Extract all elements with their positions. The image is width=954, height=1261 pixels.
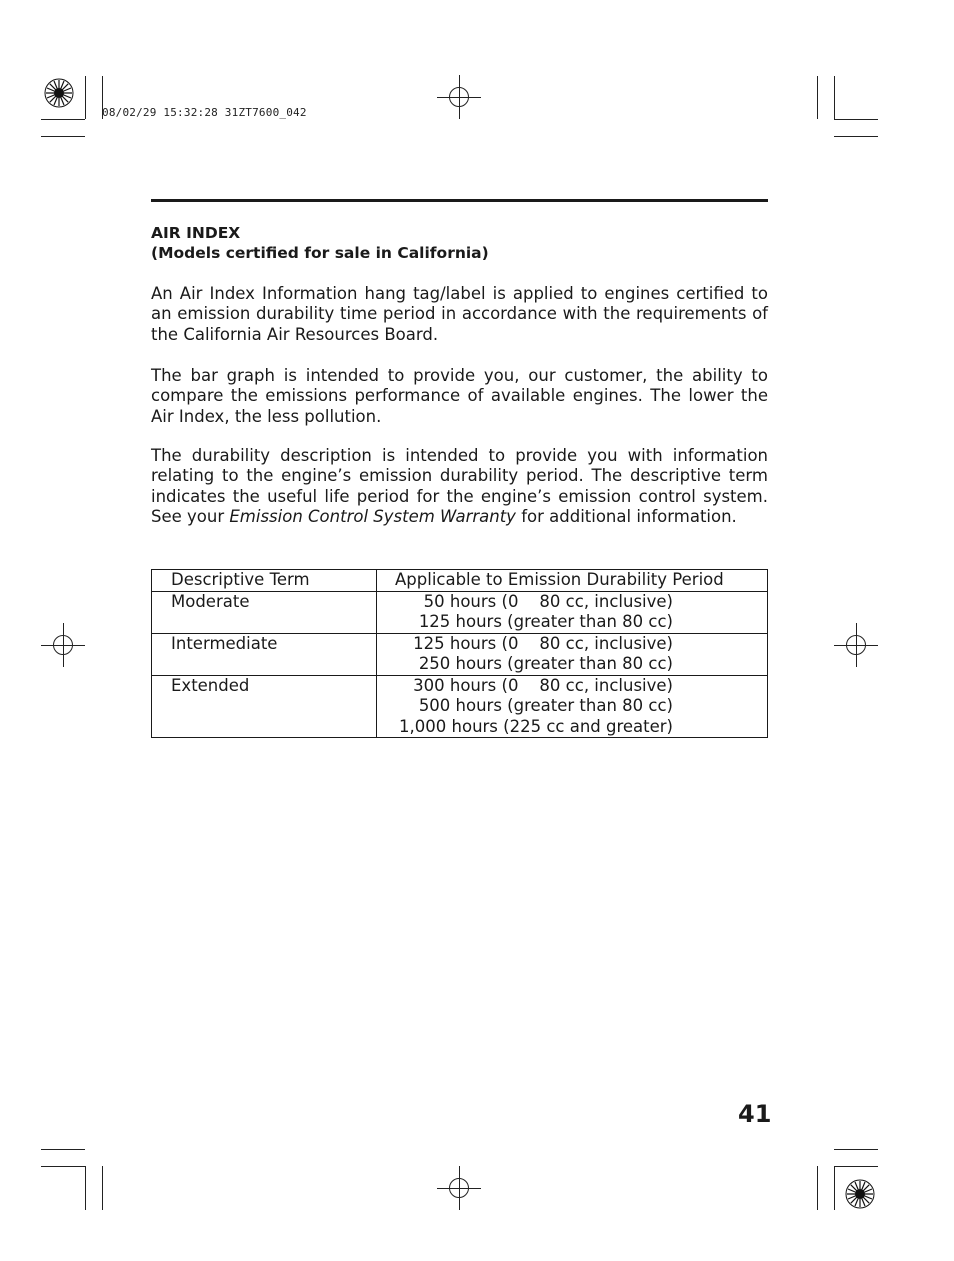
period-cell <box>377 633 768 675</box>
term-cell: Intermediate <box>152 633 377 675</box>
header-descriptive-term: Descriptive Term <box>152 570 377 592</box>
paragraph-bar-graph: The bar graph is intended to provide you, our customer, the ability to compare the emissions performance of available engines. The lower the Air Index, the less pollution. <box>151 366 768 426</box>
paragraph-durability-text-end: for additional information. <box>515 506 737 526</box>
period-cell <box>377 591 768 633</box>
durability-table <box>151 569 768 738</box>
paragraph-durability <box>151 446 768 527</box>
warranty-reference: Emission Control System Warranty <box>229 506 516 526</box>
term-cell: Extended <box>152 675 377 738</box>
section-rule <box>151 199 768 202</box>
table-row <box>152 591 768 633</box>
paragraph-hang-tag: An Air Index Information hang tag/label is applied to engines certified to an emission durability time period in accordance with the requirements of the California Air Resources Board. <box>151 284 768 344</box>
sunburst-target-icon <box>44 78 74 108</box>
term-cell: Moderate <box>152 591 377 633</box>
page-number: 41 <box>738 1100 772 1128</box>
section-subtitle: (Models certified for sale in California) <box>151 244 489 262</box>
period-line: 300 hours (0 80 cc, inclusive) <box>413 675 673 695</box>
period-line: 125 hours (0 80 cc, inclusive) <box>413 633 673 653</box>
table-row <box>152 675 768 738</box>
paragraph-durability-text: The durability description is intended to provide you with information relating to the engine’s emission durability period. The descriptive term indicates the useful life period for the engine’s emission control system. See your <box>151 446 768 526</box>
period-line: 125 hours (greater than 80 cc) <box>418 612 673 631</box>
table-row <box>152 633 768 675</box>
period-cell <box>377 675 768 738</box>
period-line: 50 hours (0 80 cc, inclusive) <box>423 591 673 611</box>
sunburst-target-icon <box>845 1179 875 1209</box>
period-line: 1,000 hours (225 cc and greater) <box>399 716 673 736</box>
table-header-row <box>152 570 768 592</box>
period-line: 500 hours (greater than 80 cc) <box>418 696 673 715</box>
header-durability-period: Applicable to Emission Durability Period <box>377 570 768 592</box>
period-line: 250 hours (greater than 80 cc) <box>418 654 673 673</box>
section-heading <box>151 223 489 263</box>
print-timestamp: 08/02/29 15:32:28 31ZT7600_042 <box>102 106 307 119</box>
section-title: AIR INDEX <box>151 224 241 242</box>
